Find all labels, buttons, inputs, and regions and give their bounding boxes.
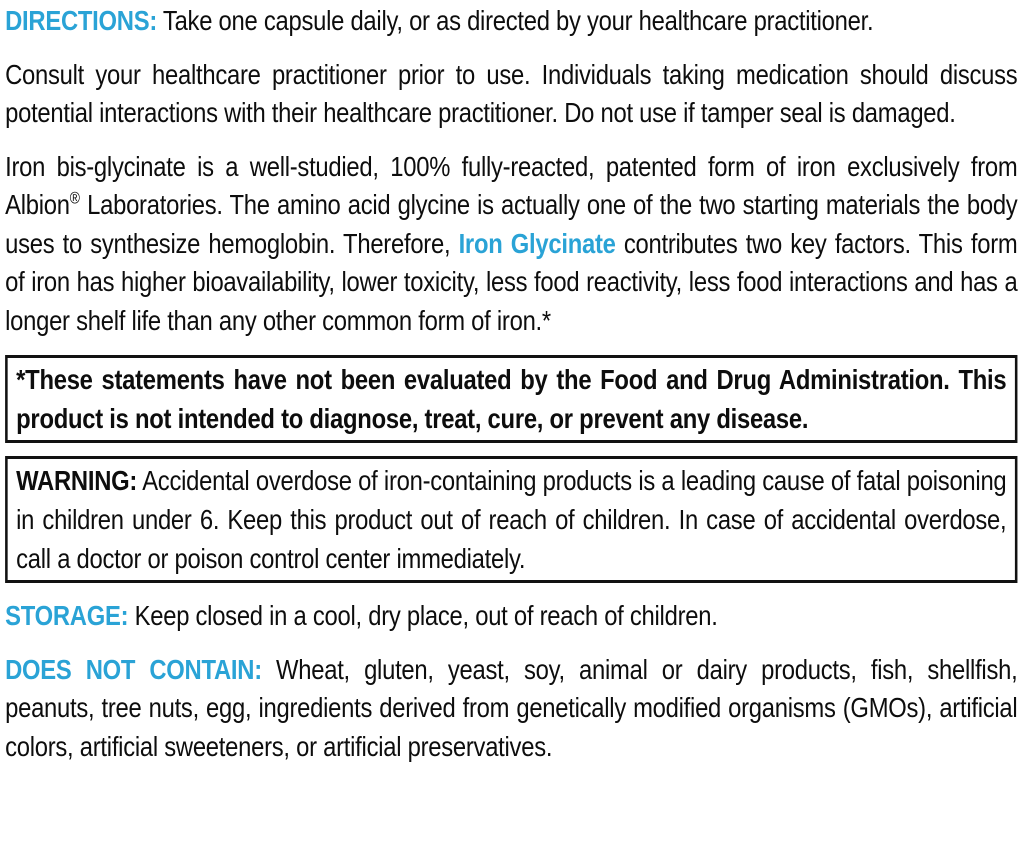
fda-disclaimer-box: *These statements have not been evaluated by the Food and Drug Administration. This product is not intended to diagnose, treat, cure, or prevent any disease. [5, 355, 1017, 443]
does-not-contain-heading: DOES NOT CONTAIN: [5, 653, 262, 685]
warning-text: Accidental overdose of iron-containing products is a leading cause of fatal poisoning in children under 6. Keep this product out of reach of children. In case of accidental overdose, call a doctor or poison control center immediately. [16, 465, 1007, 574]
iron-glycinate-paragraph [5, 148, 1017, 341]
does-not-contain-text: Wheat, gluten, yeast, soy, animal or dairy products, fish, shellfish, peanuts, tree nuts, egg, ingredients derived from genetically modified organisms (GMOs), artificial colors, artificial sweeteners, or artificial preservatives. [5, 653, 1018, 762]
iron-text-1: Iron bis-glycinate is a well-studied, 100% fully-reacted, patented form of iron exclusively from Albion [5, 150, 1018, 220]
storage-heading: STORAGE: [5, 600, 129, 631]
does-not-contain-paragraph [5, 651, 1017, 767]
directions-heading: DIRECTIONS: [5, 5, 157, 36]
iron-text-3: contributes two key factors. This form of iron has higher bioavailability, lower toxicity, less food reactivity, less food interactions and has a longer shelf life than any other common form of iron.* [5, 227, 1018, 336]
warning-box [5, 456, 1017, 583]
iron-text-2: Laboratories. The amino acid glycine is actually one of the two starting materials the body uses to synthesize hemoglobin. Therefore, [5, 189, 1018, 259]
consult-paragraph: Consult your healthcare practitioner prior to use. Individuals taking medication should discuss potential interactions with their healthcare practitioner. Do not use if tamper seal is damaged. [5, 58, 1018, 128]
registered-trademark-symbol: ® [69, 189, 80, 208]
warning-heading: WARNING: [16, 465, 138, 496]
storage-text: Keep closed in a cool, dry place, out of reach of children. [134, 600, 718, 631]
directions-paragraph [5, 2, 1017, 41]
iron-glycinate-highlight: Iron Glycinate [458, 227, 616, 259]
directions-text: Take one capsule daily, or as directed by your healthcare practitioner. [162, 5, 874, 36]
storage-paragraph [5, 597, 1017, 636]
